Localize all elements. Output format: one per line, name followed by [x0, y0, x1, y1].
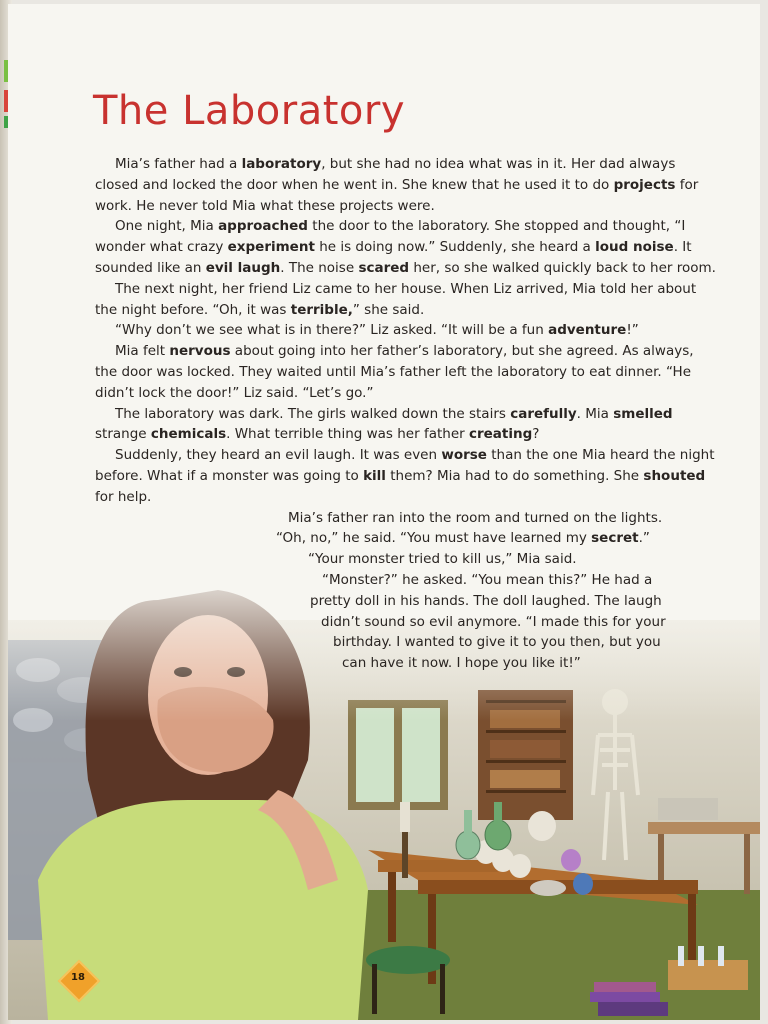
vocab-word: approached — [218, 218, 308, 235]
story-line: “Your monster tried to kill us,” Mia said. — [308, 551, 577, 568]
vocab-word: evil laugh — [205, 259, 281, 276]
page-number: 18 — [71, 972, 85, 983]
story-paragraph: The laboratory was dark. The girls walked down the stairs carefully. Mia smelled strange chemicals. What terrible thing was her father creating? — [95, 405, 673, 443]
story-paragraph: “Why don’t we see what is in there?” Liz asked. “It will be a fun adventure!” — [115, 322, 639, 339]
vocab-word: secret — [591, 530, 639, 547]
vocab-word: scared — [358, 259, 410, 276]
story-line: Mia’s father ran into the room and turned on the lights. — [288, 509, 663, 526]
story-text — [95, 154, 717, 674]
story-line: can have it now. I hope you like it!” — [342, 655, 581, 672]
vocab-word: terrible, — [290, 301, 353, 318]
story-paragraph: Suddenly, they heard an evil laugh. It was even worse than the one Mia heard the night before. What if a monster was going to kill them? Mia had to do something. She shouted for help. — [95, 447, 715, 505]
vocab-word: adventure — [548, 322, 627, 339]
page-title: The Laboratory — [93, 88, 405, 134]
vocab-word: nervous — [169, 343, 231, 360]
story-line: didn’t sound so evil anymore. “I made this for your — [321, 613, 666, 630]
story-paragraph: Mia’s father had a laboratory, but she had no idea what was in it. Her dad always closed and locked the door when he went in. She knew that he used it to do projects for work. He never told Mia what these projects were. — [95, 156, 699, 214]
vocab-word: smelled — [613, 405, 673, 422]
story-line: “Monster?” he asked. “You mean this?” He had a — [322, 571, 653, 588]
story-paragraph: The next night, her friend Liz came to her house. When Liz arrived, Mia told her about the night before. “Oh, it was terrible,” she said. — [95, 280, 697, 318]
story-line: pretty doll in his hands. The doll laughed. The laugh — [310, 592, 662, 609]
vocab-word: loud noise — [595, 239, 674, 256]
vocab-word: kill — [363, 467, 386, 484]
vocab-word: projects — [613, 176, 676, 193]
vocab-word: worse — [441, 447, 487, 464]
vocab-word: chemicals — [150, 426, 227, 443]
story-paragraph: Mia felt nervous about going into her father’s laboratory, but she agreed. As always, the door was locked. They waited until Mia’s father left the laboratory to eat dinner. “He didn’t lock the door!” Liz said. “Let’s go.” — [95, 343, 694, 401]
vocab-word: experiment — [227, 239, 315, 256]
story-paragraph: One night, Mia approached the door to the laboratory. She stopped and thought, “I wonder what crazy experiment he is doing now.” Suddenly, she heard a loud noise. It sounded like an evil laugh. The noise scared her, so she walked quickly back to her room. — [95, 218, 716, 276]
vocab-word: shouted — [643, 467, 706, 484]
vocab-word: carefully — [510, 405, 577, 422]
vocab-word: creating — [468, 426, 533, 443]
story-line: birthday. I wanted to give it to you then, but you — [333, 634, 661, 651]
vocab-word: laboratory — [241, 156, 322, 172]
story-line: “Oh, no,” he said. “You must have learned my secret.” — [276, 530, 650, 547]
page-number-badge — [60, 962, 96, 998]
